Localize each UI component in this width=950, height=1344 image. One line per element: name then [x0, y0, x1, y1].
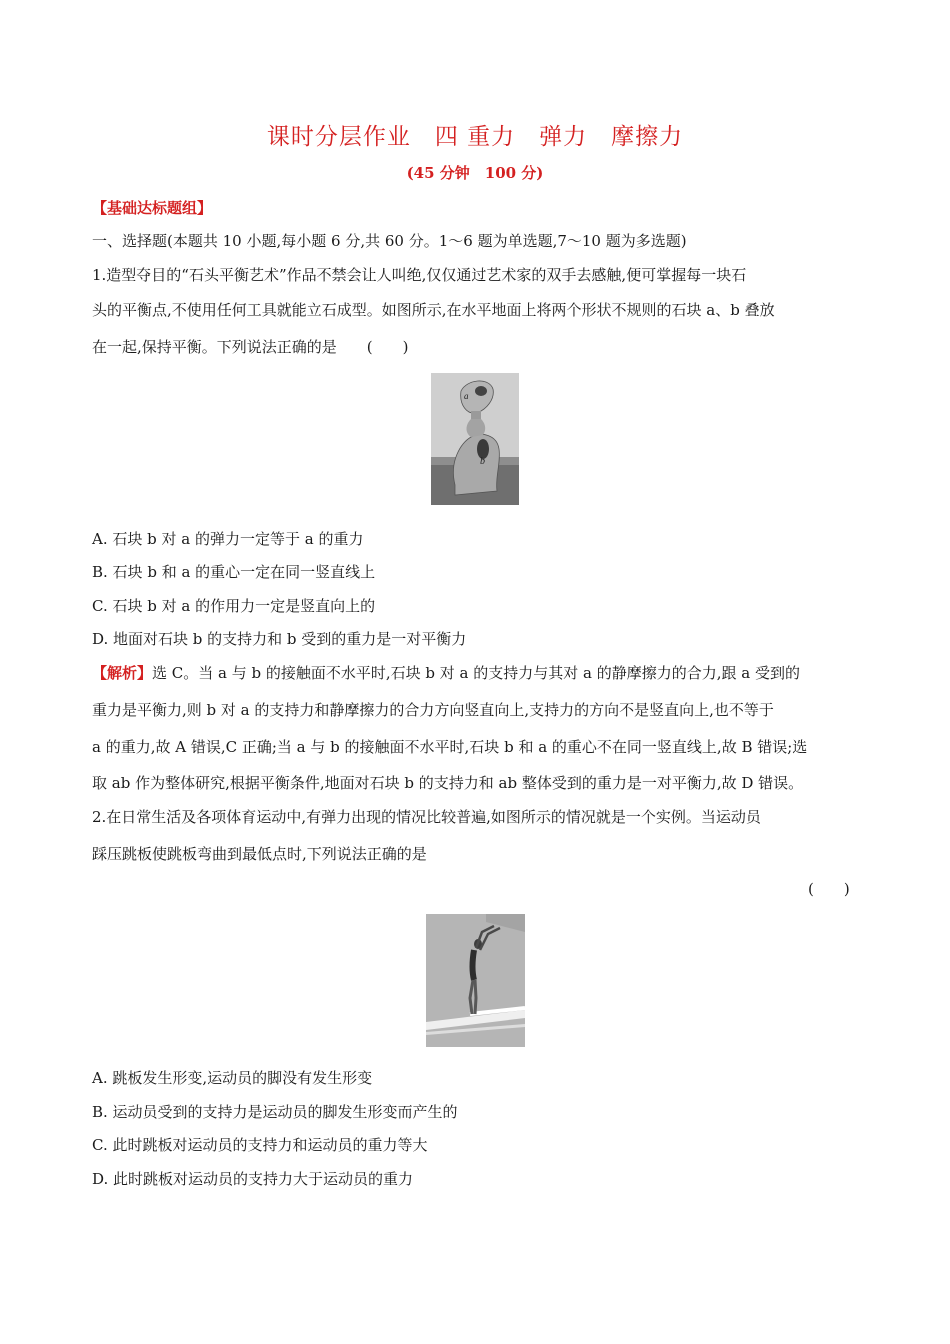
q1-analysis-line-2: 重力是平衡力,则 b 对 a 的支持力和静摩擦力的合力方向竖直向上,支持力的方向不是竖直向上,也不等于 [92, 701, 774, 719]
q1-option-d: D. 地面对石块 b 的支持力和 b 受到的重力是一对平衡力 [92, 630, 467, 648]
stone-a-label: a [464, 391, 469, 401]
q1-stem-line-1: 1.造型夺目的“石头平衡艺术”作品不禁会让人叫绝,仅仅通过艺术家的双手去感触,便可掌握每一块石 [92, 266, 747, 284]
q2-answer-bracket: ( ) [808, 880, 850, 898]
page-title: 课时分层作业 四 重力 弹力 摩擦力 [266, 124, 684, 150]
q2-option-c: C. 此时跳板对运动员的支持力和运动员的重力等大 [92, 1136, 428, 1154]
q1-analysis-line-1 [92, 663, 862, 683]
q2-option-a: A. 跳板发生形变,运动员的脚没有发生形变 [92, 1069, 373, 1087]
q1-stem-line-3: 在一起,保持平衡。下列说法正确的是 ( ) [92, 338, 409, 356]
group-label: 【基础达标题组】 [92, 199, 213, 217]
stone-balance-photo [431, 373, 519, 505]
q1-analysis-text-1: 选 C。当 a 与 b 的接触面不水平时,石块 b 对 a 的支持力与其对 a 的静摩擦力的合力,跟 a 受到的 [152, 664, 800, 682]
q1-analysis-line-3: a 的重力,故 A 错误,C 正确;当 a 与 b 的接触面不水平时,石块 b 和 a 的重心不在同一竖直线上,故 B 错误;选 [92, 738, 808, 756]
q1-analysis-line-4: 取 ab 作为整体研究,根据平衡条件,地面对石块 b 的支持力和 ab 整体受到的重力是一对平衡力,故 D 错误。 [92, 774, 804, 792]
section-heading: 一、选择题(本题共 10 小题,每小题 6 分,共 60 分。1～6 题为单选题,7～10 题为多选题) [92, 232, 687, 250]
page-subtitle: (45 分钟 100 分) [406, 164, 544, 182]
q1-option-c: C. 石块 b 对 a 的作用力一定是竖直向上的 [92, 597, 376, 615]
q1-option-b: B. 石块 b 和 a 的重心一定在同一竖直线上 [92, 563, 376, 581]
analysis-label: 【解析】 [92, 664, 153, 682]
q2-stem-line-1: 2.在日常生活及各项体育运动中,有弹力出现的情况比较普遍,如图所示的情况就是一个实例。当运动员 [92, 808, 761, 826]
q1-stem-line-2: 头的平衡点,不使用任何工具就能立石成型。如图所示,在水平地面上将两个形状不规则的石块 a、b 叠放 [92, 301, 775, 319]
q2-option-d: D. 此时跳板对运动员的支持力大于运动员的重力 [92, 1170, 414, 1188]
stone-b-label: b [480, 456, 485, 467]
q2-stem-line-2: 踩压跳板使跳板弯曲到最低点时,下列说法正确的是 [92, 845, 427, 863]
q1-option-a: A. 石块 b 对 a 的弹力一定等于 a 的重力 [92, 530, 364, 548]
diver-photo [426, 914, 525, 1047]
q2-option-b: B. 运动员受到的支持力是运动员的脚发生形变而产生的 [92, 1103, 458, 1121]
